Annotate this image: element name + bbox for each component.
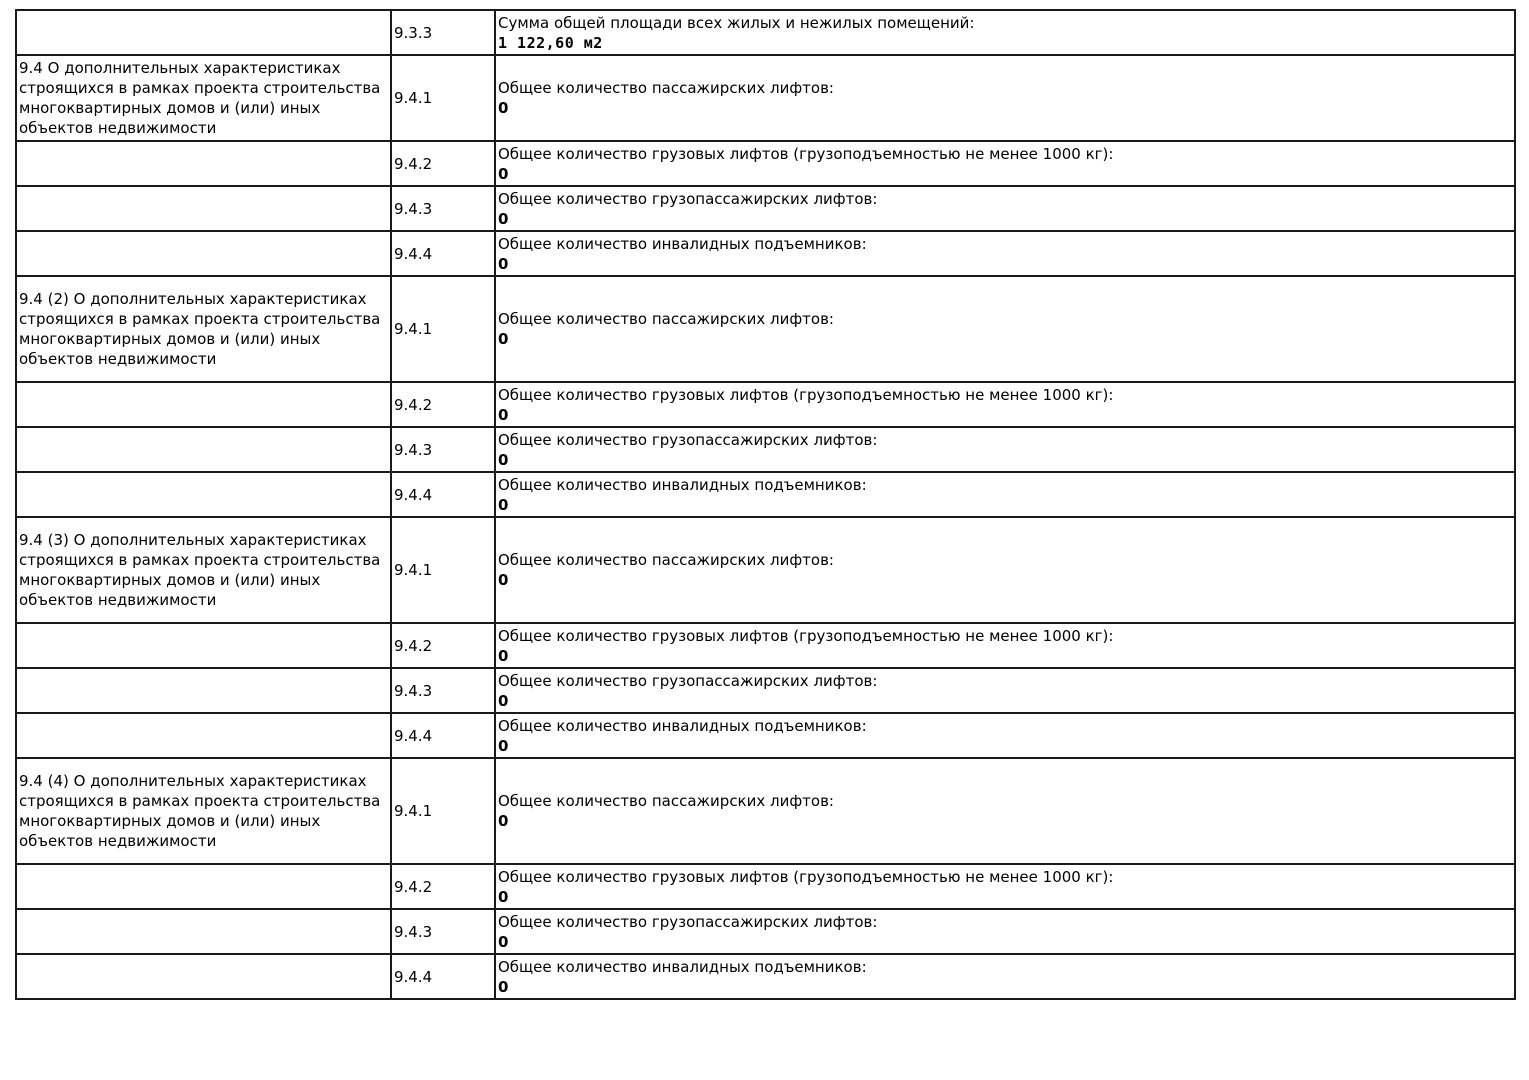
table-row	[16, 623, 1515, 668]
item-value: 0	[498, 209, 509, 228]
item-value: 0	[498, 495, 509, 514]
item-label: Общее количество грузопассажирских лифтов:	[498, 912, 878, 931]
section-cell: 9.4 (4) О дополнительных характеристиках строящихся в рамках проекта строительства многоквартирных домов и (или) иных объектов недвижимости	[16, 758, 391, 864]
section-cell	[16, 472, 391, 517]
item-code: 9.4.1	[391, 517, 495, 623]
item-value: 0	[498, 405, 509, 424]
item-value: 0	[498, 99, 509, 117]
item-cell	[495, 954, 1515, 999]
section-cell	[16, 909, 391, 954]
item-cell	[495, 231, 1515, 276]
section-cell: 9.4 О дополнительных характеристиках строящихся в рамках проекта строительства многоквартирных домов и (или) иных объектов недвижимости	[16, 55, 391, 141]
section-cell	[16, 231, 391, 276]
item-label: Общее количество грузопассажирских лифтов:	[498, 189, 878, 208]
item-value: 0	[498, 164, 509, 183]
table-row	[16, 668, 1515, 713]
item-value: 0	[498, 932, 509, 951]
item-value: 0	[498, 691, 509, 710]
item-cell	[495, 864, 1515, 909]
item-code: 9.4.1	[391, 758, 495, 864]
declaration-table	[15, 9, 1516, 1000]
item-cell	[495, 10, 1515, 55]
item-label: Общее количество инвалидных подъемников:	[498, 957, 867, 976]
item-code: 9.4.2	[391, 623, 495, 668]
table-row	[16, 517, 1515, 623]
table-row	[16, 427, 1515, 472]
section-cell	[16, 713, 391, 758]
item-code: 9.4.1	[391, 55, 495, 141]
item-label: Общее количество пассажирских лифтов:	[498, 79, 834, 97]
item-value: 0	[498, 450, 509, 469]
item-code: 9.4.1	[391, 276, 495, 382]
item-value: 1 122,60 м2	[498, 33, 603, 52]
table-row	[16, 864, 1515, 909]
item-code: 9.4.2	[391, 864, 495, 909]
table-row	[16, 472, 1515, 517]
item-code: 9.4.3	[391, 909, 495, 954]
item-label: Общее количество инвалидных подъемников:	[498, 475, 867, 494]
item-cell	[495, 758, 1515, 864]
item-value: 0	[498, 736, 509, 755]
item-label: Общее количество грузовых лифтов (грузоподъемностью не менее 1000 кг):	[498, 144, 1114, 163]
section-cell	[16, 864, 391, 909]
item-cell	[495, 382, 1515, 427]
item-value: 0	[498, 977, 509, 996]
item-code: 9.4.4	[391, 231, 495, 276]
item-label: Общее количество пассажирских лифтов:	[498, 792, 834, 810]
item-code: 9.4.3	[391, 668, 495, 713]
table-row	[16, 10, 1515, 55]
item-label: Общее количество пассажирских лифтов:	[498, 551, 834, 569]
item-cell	[495, 141, 1515, 186]
item-code: 9.4.2	[391, 382, 495, 427]
item-label: Общее количество пассажирских лифтов:	[498, 310, 834, 328]
section-cell	[16, 623, 391, 668]
table-row	[16, 909, 1515, 954]
item-value: 0	[498, 571, 509, 589]
item-cell	[495, 55, 1515, 141]
item-code: 9.3.3	[391, 10, 495, 55]
section-cell: 9.4 (2) О дополнительных характеристиках строящихся в рамках проекта строительства многоквартирных домов и (или) иных объектов недвижимости	[16, 276, 391, 382]
item-cell	[495, 668, 1515, 713]
item-label: Сумма общей площади всех жилых и нежилых помещений:	[498, 13, 975, 32]
item-label: Общее количество инвалидных подъемников:	[498, 234, 867, 253]
item-cell	[495, 713, 1515, 758]
item-code: 9.4.2	[391, 141, 495, 186]
item-code: 9.4.4	[391, 472, 495, 517]
item-code: 9.4.4	[391, 713, 495, 758]
table-row	[16, 713, 1515, 758]
item-label: Общее количество грузовых лифтов (грузоподъемностью не менее 1000 кг):	[498, 867, 1114, 886]
item-code: 9.4.3	[391, 186, 495, 231]
item-value: 0	[498, 330, 509, 348]
table-row	[16, 758, 1515, 864]
table-row	[16, 186, 1515, 231]
item-label: Общее количество инвалидных подъемников:	[498, 716, 867, 735]
item-cell	[495, 427, 1515, 472]
item-value: 0	[498, 812, 509, 830]
section-cell	[16, 186, 391, 231]
table-row	[16, 55, 1515, 141]
table-row	[16, 141, 1515, 186]
item-value: 0	[498, 887, 509, 906]
table-row	[16, 231, 1515, 276]
item-label: Общее количество грузовых лифтов (грузоподъемностью не менее 1000 кг):	[498, 385, 1114, 404]
section-cell	[16, 382, 391, 427]
item-cell	[495, 186, 1515, 231]
item-cell	[495, 623, 1515, 668]
section-cell: 9.4 (3) О дополнительных характеристиках строящихся в рамках проекта строительства многоквартирных домов и (или) иных объектов недвижимости	[16, 517, 391, 623]
section-cell	[16, 427, 391, 472]
table-row	[16, 954, 1515, 999]
section-cell	[16, 10, 391, 55]
table-row	[16, 276, 1515, 382]
item-cell	[495, 276, 1515, 382]
section-cell	[16, 954, 391, 999]
item-value: 0	[498, 254, 509, 273]
item-value: 0	[498, 646, 509, 665]
item-code: 9.4.4	[391, 954, 495, 999]
item-cell	[495, 517, 1515, 623]
section-cell	[16, 668, 391, 713]
item-label: Общее количество грузовых лифтов (грузоподъемностью не менее 1000 кг):	[498, 626, 1114, 645]
section-cell	[16, 141, 391, 186]
item-label: Общее количество грузопассажирских лифтов:	[498, 430, 878, 449]
item-cell	[495, 472, 1515, 517]
table-row	[16, 382, 1515, 427]
item-label: Общее количество грузопассажирских лифтов:	[498, 671, 878, 690]
item-code: 9.4.3	[391, 427, 495, 472]
item-cell	[495, 909, 1515, 954]
